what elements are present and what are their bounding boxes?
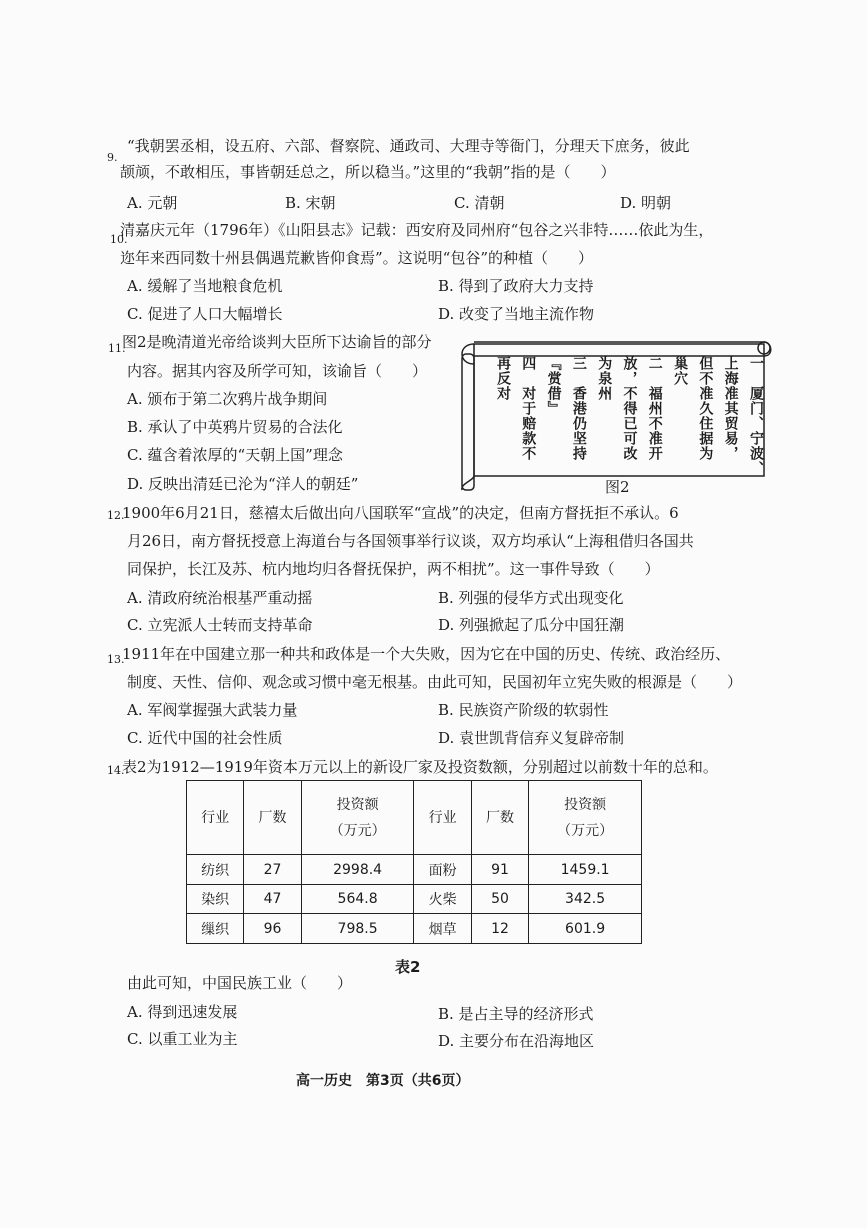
q9-line1: “我朝罢丞相，设五府、六部、督察院、通政司、大理寺等衙门，分理天下庶务，彼此 xyxy=(127,137,690,155)
q10-number: 10. xyxy=(110,233,128,246)
edict-text-columns xyxy=(494,356,764,476)
q13-number: 13. xyxy=(107,653,125,666)
header-industry-2: 行业 xyxy=(414,781,471,855)
edict-column-5: 二 福州不准开 xyxy=(646,356,663,461)
q11-number: 11. xyxy=(108,342,126,355)
edict-column-7: 为泉州 xyxy=(596,356,613,401)
q14-option-c: C. 以重工业为主 xyxy=(127,1030,238,1048)
page-footer: 高一历史 第3页（共6页） xyxy=(296,1073,470,1089)
q14-stem: 由此可知，中国民族工业（ ） xyxy=(127,974,353,992)
table-header-row xyxy=(187,781,642,855)
q12-option-d: D. 列强掀起了瓜分中国狂潮 xyxy=(438,616,625,634)
q14-option-b: B. 是占主导的经济形式 xyxy=(438,1005,594,1023)
q9-number: 9. xyxy=(107,151,118,164)
q12-line2: 月26日，南方督抚授意上海道台与各国领事举行议谈，双方均承认“上海租借归各国共 xyxy=(127,532,694,550)
q9-option-b: B. 宋朝 xyxy=(285,194,336,212)
q10-option-c: C. 促进了人口大幅增长 xyxy=(127,305,283,323)
header-industry-1: 行业 xyxy=(187,781,244,855)
q13-option-c: C. 近代中国的社会性质 xyxy=(127,729,283,747)
q11-option-d: D. 反映出清廷已沦为“洋人的朝廷” xyxy=(127,475,359,493)
header-investment-2: 投资额 （万元） xyxy=(529,781,642,855)
q12-line1: 1900年6月21日，慈禧太后做出向八国联军“宣战”的决定，但南方督抚拒不承认。6 xyxy=(122,504,679,522)
q14-option-d: D. 主要分布在沿海地区 xyxy=(438,1032,595,1050)
q9-option-d: D. 明朝 xyxy=(620,194,672,212)
table-2-caption: 表2 xyxy=(395,958,421,976)
q11-option-c: C. 蕴含着浓厚的“天朝上国”理念 xyxy=(127,446,343,464)
edict-column-8: 三 香港仍坚持 xyxy=(570,356,587,461)
edict-column-10: 四 对于赔款不 xyxy=(520,356,537,461)
q11-option-a: A. 颁布于第二次鸦片战争期间 xyxy=(127,390,328,408)
edict-column-6: 放，不得已可改 xyxy=(621,356,638,461)
q11-option-b: B. 承认了中英鸦片贸易的合法化 xyxy=(127,418,343,436)
q13-option-a: A. 军阀掌握强大武装力量 xyxy=(127,701,298,719)
figure-2-caption: 图2 xyxy=(605,478,630,496)
q14-number: 14. xyxy=(107,764,125,777)
table-row: 纺织 27 2998.4 面粉 91 1459.1 xyxy=(187,855,642,885)
header-investment-1: 投资额 （万元） xyxy=(301,781,414,855)
edict-column-1: 一 厦门、宁波、 xyxy=(747,356,764,476)
figure-2-scroll xyxy=(452,334,772,494)
edict-column-9: 『赏借』 xyxy=(545,356,562,416)
q12-line3: 同保护，长江及苏、杭内地均归各督抚保护，两不相扰”。这一事件导致（ ） xyxy=(127,560,660,578)
header-factories-2: 厂数 xyxy=(471,781,528,855)
investment-table xyxy=(186,780,642,944)
q11-line2: 内容。据其内容及所学可知，该谕旨（ ） xyxy=(127,362,428,380)
edict-column-2: 上海准其贸易， xyxy=(722,356,739,461)
q10-option-a: A. 缓解了当地粮食危机 xyxy=(127,277,283,295)
q10-option-d: D. 改变了当地主流作物 xyxy=(438,305,595,323)
q13-line2: 制度、天性、信仰、观念或习惯中毫无根基。由此可知，民国初年立宪失败的根源是（ ） xyxy=(127,673,743,691)
q12-option-a: A. 清政府统治根基严重动摇 xyxy=(127,589,313,607)
q10-line2: 迩年来西同数十州县偶遇荒歉皆仰食焉”。这说明“包谷”的种植（ ） xyxy=(120,249,594,267)
q13-option-b: B. 民族资产阶级的软弱性 xyxy=(438,701,609,719)
edict-column-11: 再反对 xyxy=(495,356,511,401)
q12-option-c: C. 立宪派人士转而支持革命 xyxy=(127,616,313,634)
q10-line1: 清嘉庆元年（1796年）《山阳县志》记载：西安府及同州府“包谷之兴非特……依此为生， xyxy=(120,221,714,239)
q9-line2: 颉颃，不敢相压，事皆朝廷总之，所以稳当。”这里的“我朝”指的是（ ） xyxy=(120,163,616,181)
q12-option-b: B. 列强的侵华方式出现变化 xyxy=(438,589,624,607)
table-row: 染织 47 564.8 火柴 50 342.5 xyxy=(187,884,642,914)
q11-line1: 图2是晚清道光帝给谈判大臣所下达谕旨的部分 xyxy=(122,333,432,351)
q13-line1: 1911年在中国建立那一种共和政体是一个大失败，因为它在中国的历史、传统、政治经历、 xyxy=(122,645,731,663)
q9-option-a: A. 元朝 xyxy=(127,194,178,212)
q13-option-d: D. 袁世凯背信弃义复辟帝制 xyxy=(438,729,625,747)
q12-number: 12. xyxy=(107,509,125,522)
q9-option-c: C. 清朝 xyxy=(454,194,505,212)
header-factories-1: 厂数 xyxy=(244,781,301,855)
edict-column-4: 巢穴 xyxy=(672,356,689,386)
q14-option-a: A. 得到迅速发展 xyxy=(127,1003,238,1021)
edict-column-3: 但不准久住据为 xyxy=(697,356,714,461)
table-row: 缫织 96 798.5 烟草 12 601.9 xyxy=(187,914,642,944)
q10-option-b: B. 得到了政府大力支持 xyxy=(438,277,594,295)
q14-line1: 表2为1912—1919年资本万元以上的新设厂家及投资数额，分别超过以前数十年的总和。 xyxy=(122,758,718,776)
